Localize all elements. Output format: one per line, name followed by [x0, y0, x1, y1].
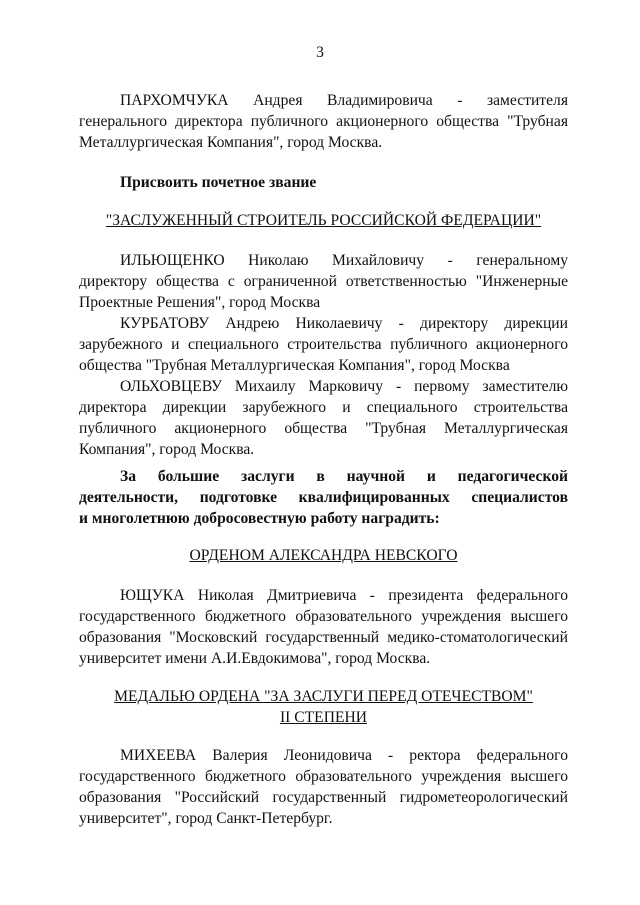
- text-line: государственного бюджетного образовательного учреждения высшего: [79, 768, 568, 785]
- paragraph-yushchuk: [79, 585, 568, 669]
- text-line: директору общества с ограниченной ответственностью "Инженерные: [79, 273, 568, 290]
- heading-order-nevsky: ОРДЕНОМ АЛЕКСАНДРА НЕВСКОГО: [189, 547, 458, 564]
- paragraph-parkhomchuk: [79, 90, 568, 153]
- text-line: директора дирекции зарубежного и специального строительства: [79, 399, 568, 416]
- text-line: общества "Трубная Металлургическая Компания", город Москва: [79, 357, 510, 374]
- text-line: государственного бюджетного образовательного учреждения высшего: [79, 608, 568, 625]
- text-line: генерального директора публичного акционерного общества "Трубная: [79, 113, 568, 130]
- award-intro: [79, 466, 568, 529]
- page-number: 3: [316, 44, 324, 61]
- text-line: Металлургическая Компания", город Москва.: [79, 134, 383, 151]
- text-line: деятельности, подготовке квалифицированных специалистов: [79, 489, 568, 506]
- heading-medal-merit-line1: МЕДАЛЬЮ ОРДЕНА "ЗА ЗАСЛУГИ ПЕРЕД ОТЕЧЕСТВОМ": [114, 688, 533, 705]
- paragraph-ilyushchenko: [79, 250, 568, 313]
- paragraph-kurbatov: [79, 313, 568, 376]
- text-line: КУРБАТОВУ Андрею Николаевичу - директору дирекции: [120, 315, 568, 332]
- text-line: За большие заслуги в научной и педагогической: [120, 468, 568, 485]
- text-line: ИЛЬЮЩЕНКО Николаю Михайловичу - генеральному: [120, 252, 568, 269]
- text-line: ПАРХОМЧУКА Андрея Владимировича - заместителя: [120, 92, 568, 109]
- paragraph-olkhovtsev: [79, 376, 568, 460]
- text-line: и многолетнюю добросовестную работу наградить:: [79, 510, 440, 527]
- text-line: образования "Московский государственный медико-стоматологический: [79, 629, 568, 646]
- heading-medal-merit-line2: II СТЕПЕНИ: [279, 709, 368, 726]
- paragraph-mikheev: [79, 745, 568, 829]
- text-line: зарубежного и специального строительства публичного акционерного: [79, 336, 568, 353]
- text-line: университет", город Санкт-Петербург.: [79, 810, 333, 827]
- text-line: МИХЕЕВА Валерия Леонидовича - ректора федерального: [120, 747, 568, 764]
- heading-honored-builder: "ЗАСЛУЖЕННЫЙ СТРОИТЕЛЬ РОССИЙСКОЙ ФЕДЕРАЦИИ": [105, 212, 542, 229]
- text-line: Проектные Решения", город Москва: [79, 294, 321, 311]
- text-line: ОЛЬХОВЦЕВУ Михаилу Марковичу - первому заместителю: [120, 378, 568, 395]
- text-line: публичного акционерного общества "Трубная Металлургическая: [79, 420, 568, 437]
- section-title-assign: [79, 172, 568, 193]
- text-line: Присвоить почетное звание: [120, 174, 317, 191]
- text-line: Компания", город Москва.: [79, 441, 255, 458]
- text-line: образования "Российский государственный гидрометеорологический: [79, 789, 568, 806]
- text-line: университет имени А.И.Евдокимова", город Москва.: [79, 650, 431, 667]
- text-line: ЮЩУКА Николая Дмитриевича - президента федерального: [120, 587, 568, 604]
